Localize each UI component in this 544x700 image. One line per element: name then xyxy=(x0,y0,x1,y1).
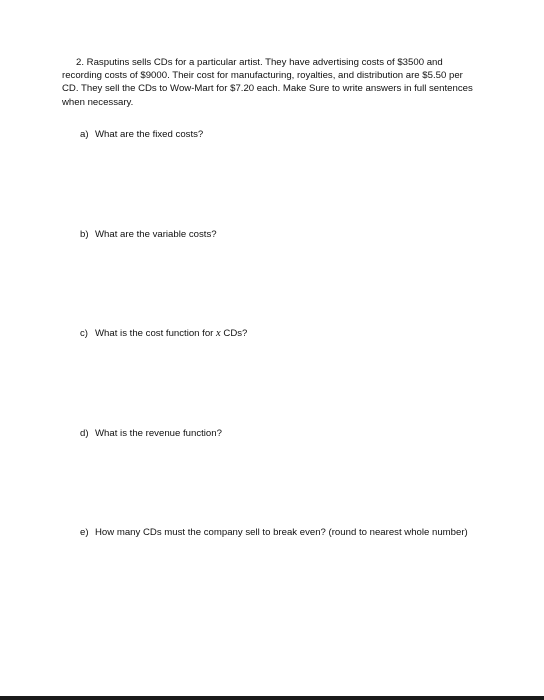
page-bottom-edge xyxy=(0,696,544,700)
question-letter: b) xyxy=(80,229,89,240)
question-text: What are the variable costs? xyxy=(95,229,217,240)
question-letter: c) xyxy=(80,328,88,339)
question-text xyxy=(95,327,480,340)
question-text: What are the fixed costs? xyxy=(95,129,204,140)
problem-statement: 2. Rasputins sells CDs for a particular artist. They have advertising costs of $3500 and recording costs of $9000. Their cost for manufacturing, royalties, and distribution are $5.50 per CD. They sell the CDs to Wow-Mart for $7.20 each. Make Sure to write answers in full sentences when necessary. xyxy=(62,57,473,108)
question-letter: e) xyxy=(80,527,89,538)
question-letter: d) xyxy=(80,428,89,439)
question-text-before: What is the cost function for xyxy=(95,328,217,339)
question-a xyxy=(80,128,480,141)
question-d xyxy=(80,427,480,440)
variable-x: x xyxy=(216,328,221,339)
question-b xyxy=(80,228,480,241)
question-letter: a) xyxy=(80,129,89,140)
question-c xyxy=(80,327,480,340)
question-text-after: CDs? xyxy=(220,328,248,339)
question-e xyxy=(80,526,480,539)
question-text: What is the revenue function? xyxy=(95,428,222,439)
question-text: How many CDs must the company sell to break even? (round to nearest whole number) xyxy=(95,527,468,538)
